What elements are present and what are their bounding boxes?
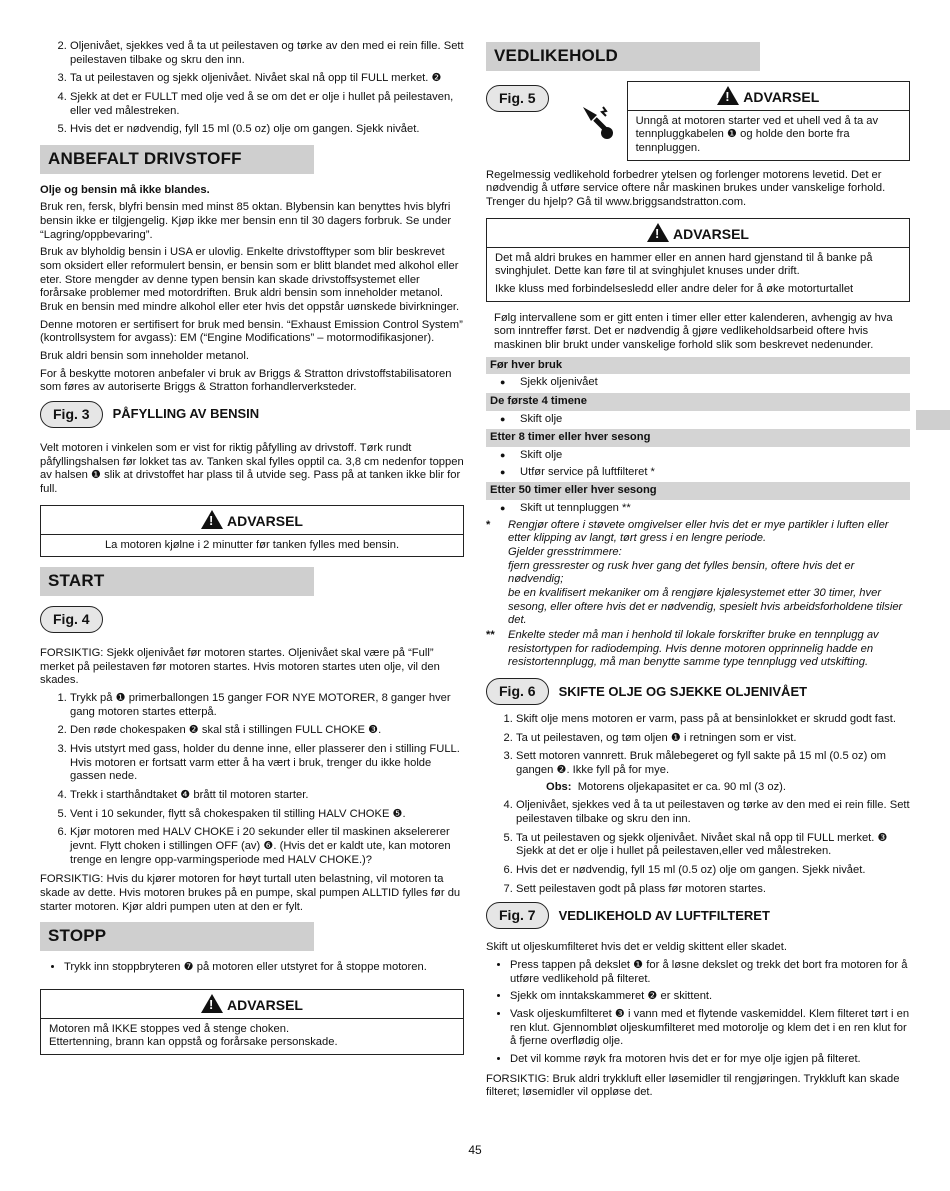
- warning-text: Motoren må IKKE stoppes ved å stenge choken.: [49, 1022, 290, 1035]
- list-item: • Det vil komme røyk fra motoren hvis det er for mye olje igjen på filteret.: [510, 1053, 910, 1067]
- fig7-title: VEDLIKEHOLD AV LUFTFILTERET: [558, 907, 770, 923]
- warning-text: Unngå at motoren starter ved et uhell ved å ta av tennpluggkabelen ❶ og holde den borte fra tennpluggen.: [635, 114, 879, 155]
- fig3-label: Fig. 3: [40, 401, 103, 428]
- list-item: • Press tappen på dekslet ❶ for å løsne dekslet og trekk det bort fra motoren for å utføre vedlikehold på filteret.: [510, 959, 910, 986]
- fig6-title: SKIFTE OLJE OG SJEKKE OLJENIVÅET: [558, 683, 808, 699]
- fuel-paragraph: Bruk aldri bensin som inneholder metanol.: [40, 349, 249, 362]
- fig7-header: [486, 902, 910, 929]
- list-item: • Sjekk om inntakskammeret ❷ er skittent.: [510, 990, 910, 1004]
- left-column: [40, 38, 464, 1065]
- section-heading-start: START: [40, 567, 314, 596]
- schedule-heading: Før hver bruk: [486, 357, 910, 375]
- list-item: 5. Hvis det er nødvendig, fyll 15 ml (0.5 oz) olje om gangen. Sjekk nivået.: [70, 123, 464, 137]
- warning-title: ADVARSEL: [743, 88, 820, 105]
- interval-text: Følg intervallene som er gitt enten i timer eller etter kalenderen, avhengig av hva som inntreffer først. Det er nødvendig å gjøre vedlikeholdsarbeid oftere hvis maskinen blir brukt under vanskelige forhold slik som beskrevet nedenunder.: [494, 311, 893, 352]
- fig7-label: Fig. 7: [486, 902, 549, 929]
- warning-box-fuel: [40, 505, 464, 558]
- fig5-row: [486, 81, 910, 161]
- fuel-paragraph: Denne motoren er sertifisert for bruk med bensin. “Exhaust Emission Control System” (kontrollsystem for avgass): EM (“Engine Modifications” – motormodifikasjoner).: [40, 318, 463, 345]
- list-item: 4. Oljenivået, sjekkes ved å ta ut peilestaven og tørke av den med ei rein fille. Sett peilestaven tilbake og skru den inn.: [516, 799, 910, 826]
- list-item: 2. Den røde chokespaken ❷ skal stå i stillingen FULL CHOKE ❸.: [70, 724, 464, 738]
- start-steps-list: [40, 692, 464, 867]
- fuel-warning-bold: Olje og bensin må ikke blandes.: [40, 183, 210, 196]
- obs-label: Obs:: [546, 780, 572, 793]
- list-item: 6. Hvis det er nødvendig, fyll 15 ml (0.5 oz) olje om gangen. Sjekk nivået.: [516, 864, 910, 878]
- schedule-heading: Etter 8 timer eller hver sesong: [486, 429, 910, 447]
- fig5-label: Fig. 5: [486, 85, 549, 112]
- filter-caution: FORSIKTIG: Bruk aldri trykkluft eller løsemidler til rengjøringen. Trykkluft kan skade filteret; løsemidler vil oppløse det.: [486, 1072, 900, 1099]
- filter-intro: Skift ut oljeskumfilteret hvis det er veldig skittent eller skadet.: [486, 941, 787, 954]
- list-item: 4. Trekk i starthåndtaket ❹ brått til motoren starter.: [70, 789, 464, 803]
- list-item: 5. Vent i 10 sekunder, flytt så chokespaken til stilling HALV CHOKE ❺.: [70, 808, 464, 822]
- start-caution: FORSIKTIG: Sjekk oljenivået før motoren startes. Oljenivået skal være på “Full” merket på peilestaven før motoren startes. Hvis motoren startes uten olje, vil den skades.: [40, 647, 440, 687]
- stop-list: [40, 961, 464, 975]
- schedule-heading: De første 4 timene: [486, 393, 910, 411]
- fuel-paragraph: Bruk av blyholdig bensin i USA er ulovlig. Enkelte drivstofftyper som blir beskrevet som oksidert eller reformulert bensin, er bensin som er blitt blandet med alkohol eller eter. Store mengder av denne typen bensin kan skade drivstoffsystemet eller forårsake problemer med motordriften. Bruk aldri bensin som inneholder metanol. Bruk en bensin med mindre alkohol eller eter hvis det oppstår uønskede bivirkninger.: [40, 246, 460, 313]
- start-caution-2: FORSIKTIG: Hvis du kjører motoren for høyt turtall uten belastning, vil motoren ta skade av dette. Hvis motoren brukes på en pumpe, skal pumpen ALLTID fylles før du starter motoren. Kjør aldri pumpen uten at den er fylt.: [40, 873, 461, 913]
- list-item: 5. Ta ut peilestaven og sjekk oljenivået. Nivået skal nå opp til FULL merket. ❸ Sjekk at det er olje i hullet på peilestaven,eller ved målestreken.: [516, 832, 910, 859]
- fig4-label: Fig. 4: [40, 606, 103, 633]
- warning-box-stop: [40, 989, 464, 1055]
- warning-triangle-icon: [201, 994, 223, 1013]
- list-item: 3. Ta ut peilestaven og sjekk oljenivået. Nivået skal nå opp til FULL merket. ❷: [70, 72, 464, 86]
- schedule-heading: Etter 50 timer eller hver sesong: [486, 482, 910, 500]
- warning-box-flywheel: [486, 218, 910, 302]
- warning-title: ADVARSEL: [227, 996, 303, 1013]
- footnote-single: * Rengjør oftere i støvete omgivelser eller hvis det er mye partikler i luften eller etter klipping av langt, tørt gress i en lengre periode. Gjelder gresstrimmere: fjern gressrester og rusk hver gang det fylles bensin, oftere hvis det er nødvendig; be en kvalifisert mekaniker om å rengjøre kjølesystemet etter 30 timer, hver sesong, eller oftere hvis det er nødvendig, spesielt hvis arbeidsforholdene tilsier det.: [486, 518, 903, 627]
- schedule-item: ● Skift olje: [486, 413, 910, 427]
- list-item: 1. Trykk på ❶ primerballongen 15 ganger FOR NYE MOTORER, 8 ganger hver gang motoren startes etterpå.: [70, 692, 464, 719]
- list-item: • Trykk inn stoppbryteren ❼ på motoren eller utstyret for å stoppe motoren.: [64, 961, 464, 975]
- warning-title: ADVARSEL: [227, 512, 303, 529]
- warning-triangle-icon: [717, 86, 739, 105]
- schedule-item: ● Skift ut tennpluggen **: [486, 502, 910, 516]
- warning-text: La motoren kjølne i 2 minutter før tanken fylles med bensin.: [104, 538, 400, 551]
- fig4-header: [40, 606, 464, 633]
- warning-text: Det må aldri brukes en hammer eller en annen hard gjenstand til å banke på svinghjulet. Dette kan føre til at svinghjulet knuses under drift.: [495, 251, 873, 278]
- list-item: 6. Kjør motoren med HALV CHOKE i 20 sekunder eller til maskinen akselererer jevnt. Flytt choken i stillingen OFF (av) ❻. (Hvis det er kaldt ute, kan motoren trenge en lengre opp-varmingsperiode med HALV CHOKE.)?: [70, 826, 464, 867]
- maintenance-intro: Regelmessig vedlikehold forbedrer ytelsen og forlenger motorens levetid. Det er nødvendig å utføre service oftere når maskinen brukes under vanskelige forhold. Trenger du hjelp? Gå til www.briggsandstratton.com.: [486, 168, 886, 209]
- intro-oil-list: [40, 40, 464, 137]
- right-column: [486, 40, 910, 1104]
- list-item: 1. Skift olje mens motoren er varm, pass på at bensinlokket er skrudd godt fast.: [516, 713, 910, 727]
- list-item: 2. Ta ut peilestaven, og tøm oljen ❶ i retningen som er vist.: [516, 732, 910, 746]
- section-heading-stop: STOPP: [40, 922, 314, 951]
- fill-paragraph: Velt motoren i vinkelen som er vist for riktig påfylling av drivstoff. Tørk rundt påfyllingshalsen før lokket tas av. Tanken skal fylles opptil ca. 3,8 cm nedenfor toppen av halsen ❶ slik at drivstoffet har plass til å utvide seg. Pass på at tanken ikke blir for full.: [40, 441, 464, 495]
- warning-text: Ettertenning, brann kan oppstå og forårsake personskade.: [49, 1036, 338, 1049]
- list-item: • Vask oljeskumfilteret ❸ i vann med et flytende vaskemiddel. Klem filteret tørt i en ren klut. Gjennombløt oljeskumfilteret med motorolje og klem det i en ren klut for å fjerne overflødig olje.: [510, 1008, 910, 1049]
- list-item: 7. Sett peilestaven godt på plass før motoren startes.: [516, 883, 910, 897]
- fuel-paragraph: Bruk ren, fersk, blyfri bensin med minst 85 oktan. Blybensin kan benyttes hvis blyfri bensin ikke er tilgjengelig. Kjøp ikke mer bensin enn til 30 dagers forbruk. Se under “Lagring/oppbevaring”.: [40, 201, 452, 241]
- fig6-label: Fig. 6: [486, 678, 549, 705]
- section-heading-fuel: ANBEFALT DRIVSTOFF: [40, 145, 314, 174]
- footnote-double: ** Enkelte steder må man i henhold til lokale forskrifter bruke en tennplugg av resistortypen for radiodemping. Hvis denne motoren opprinnelig hadde en resistortennplugg, må man benytte samme type tennplugg ved utskifting.: [486, 628, 879, 669]
- obs-text: Motorens oljekapasitet er ca. 90 ml (3 oz).: [577, 780, 787, 793]
- oil-change-list: [486, 713, 910, 896]
- list-item: 4. Sjekk at det er FULLT med olje ved å se om det er olje i hullet på peilestaven, eller ved målestreken.: [70, 91, 464, 118]
- page-number: 45: [468, 1143, 482, 1157]
- warning-text: Ikke kluss med forbindelsesledd eller andre deler for å øke motorturtallet: [495, 283, 854, 296]
- fuel-paragraph: For å beskytte motoren anbefaler vi bruk av Briggs & Stratton drivstoffstabilisatoren som føres av autoriserte Briggs & Stratton forhandlerverksteder.: [40, 367, 452, 394]
- spark-plug-hazard-icon: [577, 101, 621, 150]
- warning-title: ADVARSEL: [673, 225, 749, 242]
- maintenance-schedule: [486, 357, 910, 516]
- warning-box-sparkplug: [627, 81, 910, 161]
- schedule-item: ● Sjekk oljenivået: [486, 376, 910, 390]
- fig3-title: PÅFYLLING AV BENSIN: [112, 406, 260, 422]
- filter-steps-list: [486, 959, 910, 1067]
- list-item: 2. Oljenivået, sjekkes ved å ta ut peilestaven og tørke av den med ei rein fille. Sett peilestaven tilbake og skru den inn.: [70, 40, 464, 67]
- schedule-item: ● Skift olje: [486, 449, 910, 463]
- fig6-header: [486, 678, 910, 705]
- warning-triangle-icon: [201, 510, 223, 529]
- warning-triangle-icon: [647, 223, 669, 242]
- schedule-item: ● Utfør service på luftfilteret *: [486, 466, 910, 480]
- list-item: 3. Sett motoren vannrett. Bruk målebegeret og fyll sakte på 15 ml (0.5 oz) om gangen ❷. Ikke fyll på for mye. Obs: Motorens oljekapasitet er ca. 90 ml (3 oz).: [516, 750, 910, 794]
- section-heading-maintenance: VEDLIKEHOLD: [486, 42, 760, 71]
- section-tab-marker: [916, 410, 950, 430]
- list-item: 3. Hvis utstyrt med gass, holder du denne inne, eller plasserer den i stilling FULL. Hvis motoren er fortsatt varm etter å ha vært i bruk, trenger du ikke holde gassen nede.: [70, 743, 464, 784]
- fig3-header: [40, 401, 464, 428]
